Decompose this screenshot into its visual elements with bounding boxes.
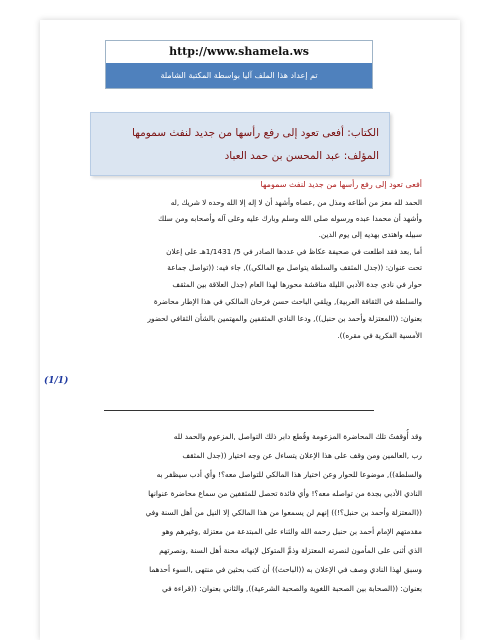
- text-line: ((المعتزلة وأحمد بن حنبل؟!)) إنهم لن يسمعوا من هذا المالكي إلا النيل من أهل السنة وفي: [145, 508, 422, 517]
- text-line: والسلطة في الثقافة العربية), ويلقي الباحث حسن فرحان المالكي في هذا الإطار محاضرة: [153, 297, 422, 306]
- generation-note: تم إعداد هذا الملف آليا بواسطة المكتبة الشاملة: [106, 63, 372, 88]
- text-line: الذي أثنى على المأمون لنصرته المعتزلة وذمَّ المتوكل لإنهائه محنة أهل السنة ,ونصرتهم: [159, 546, 422, 555]
- text-line: وسبق لهذا النادي وصف في الإعلان به ((الباحث)) أن كتب بحثين في منتهى ,السوء أحدهما: [149, 565, 422, 574]
- text-line: حوار في نادي جدة الأدبي الليلة مناقشة محورها لهذا العام (جدل العلاقة بين المثقف: [172, 280, 422, 289]
- text-line: النادي الأدبي بجدة من تواصله معه؟! وأي فائدة تحصل للمثقفين من سماع محاضرة عنوانها: [148, 489, 422, 498]
- book-title: الكتاب: أفعى تعود إلى رفع رأسها من جديد لنفث سمومها: [132, 127, 379, 139]
- title-box: [90, 112, 390, 176]
- text-line: وأشهد أن محمدا عبده ورسوله صلى الله وسلم وبارك عليه وعلى آله وأصحابه ومن سلك: [158, 214, 422, 223]
- text-line: مقدمتهم الإمام أحمد بن حنبل رحمه الله والثناء على المبتدعة من معتزلة ,وغيرهم وهو: [161, 527, 422, 536]
- section-heading: أفعى تعود إلى رفع رأسها من جديد لنفث سمومها: [260, 180, 422, 189]
- source-banner: [105, 40, 373, 89]
- text-line: وقد أُوقفتُ تلك المحاضرة المزعومة وقُطع دابر ذلك التواصل ,المزعوم والحمد لله: [173, 432, 422, 441]
- text-line: سبيله واهتدى بهديه إلى يوم الدين.: [318, 230, 422, 239]
- text-line: الأمسية الفكرية في مقره)).: [337, 331, 422, 340]
- author-line: المؤلف: عبد المحسن بن حمد العباد: [224, 150, 379, 162]
- source-url[interactable]: http://www.shamela.ws: [106, 41, 372, 63]
- text-line: رب ,العالمين ومن وقف على هذا الإعلان يتساءل عن وجه اختيار ((جدل المثقف: [182, 451, 422, 460]
- divider: [104, 410, 374, 411]
- text-line: تحت عنوان: ((جدل المثقف والسلطة يتواصل مع المالكي)), جاء فيه: ((تواصل جماعة: [167, 263, 422, 272]
- text-line: بعنوان: ((المعتزلة وأحمد بن حنبل)), ودعا النادي المثقفين والمهتمين بالشأن الثقافي لحضور: [147, 314, 422, 323]
- text-line: أما ,بعد فقد اطلعت في صحيفة عكاظ في عددها الصادر في 5/ 1/1431هـ على إعلان: [166, 247, 422, 256]
- text-line: والسلطة)), موضوعا للحوار وعن اختيار هذا المالكي للتواصل معه؟! وأي أدب سيظفر به: [156, 470, 422, 479]
- text-line: بعنوان: ((الصحابة بين الصحبة اللغوية والصحبة الشرعية)), والثاني بعنوان: ((قراءة في: [161, 584, 422, 593]
- page-number: (1/1): [44, 376, 69, 386]
- text-line: الحمد لله معز من أطاعه ومذل من ,عصاه وأشهد أن لا إله إلا الله وحده لا شريك ,له: [170, 198, 422, 207]
